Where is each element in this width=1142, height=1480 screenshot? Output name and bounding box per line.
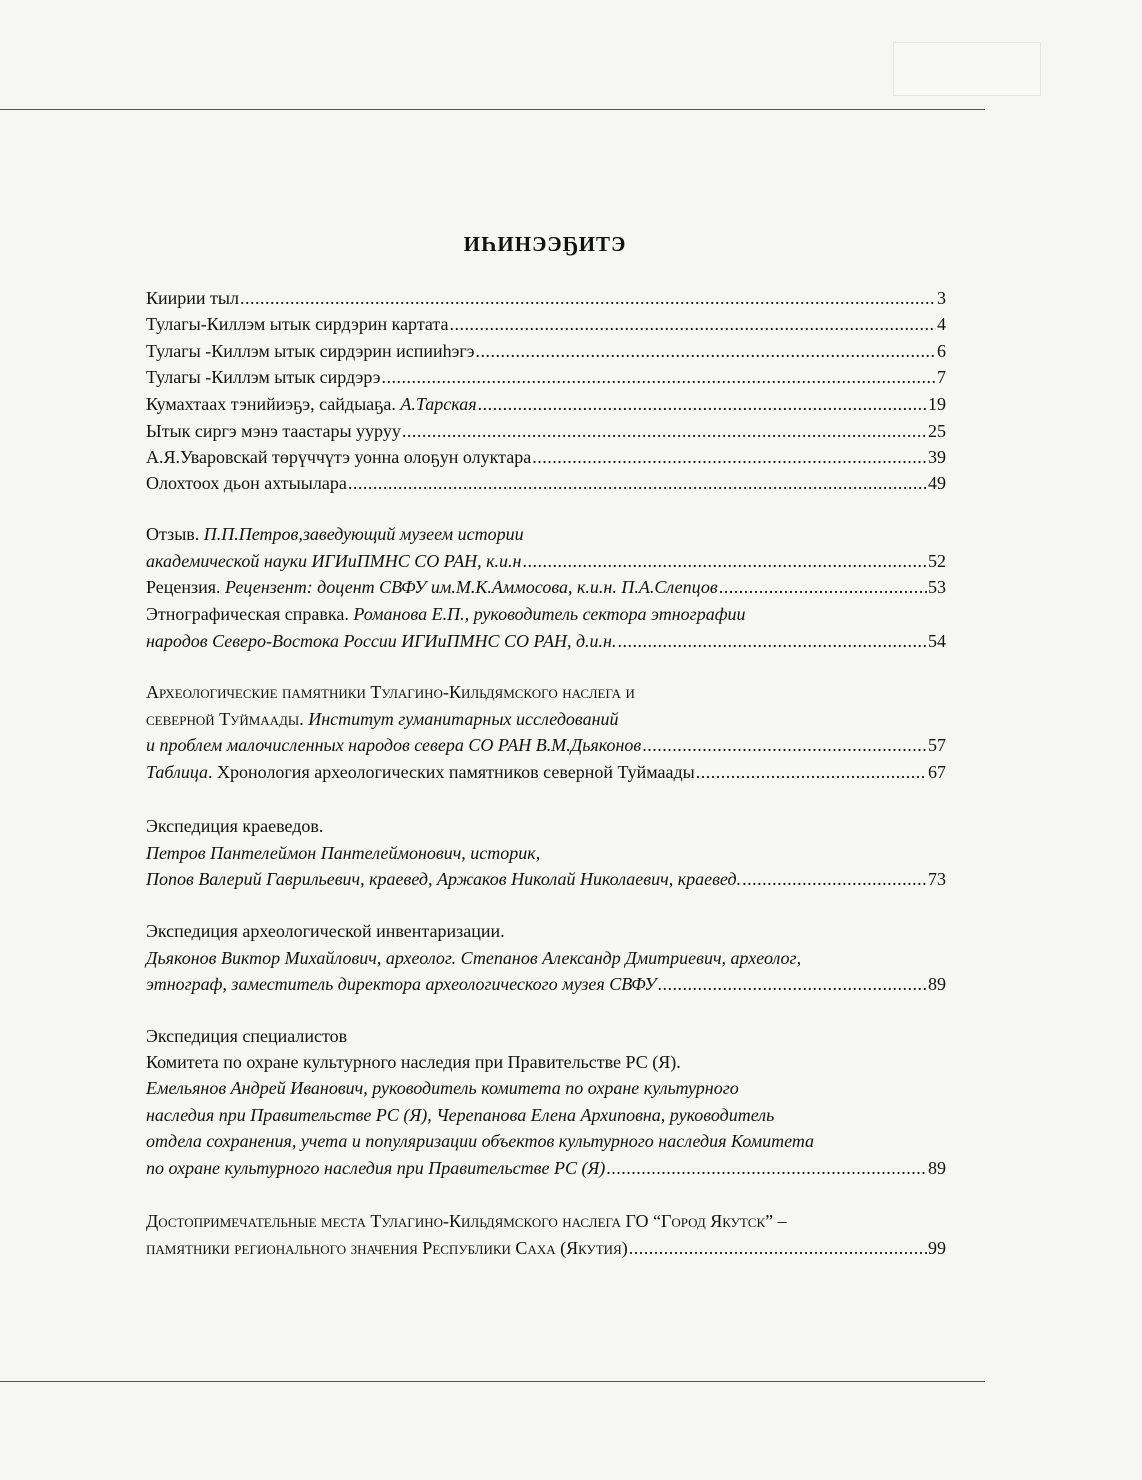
page-number: 89: [928, 1158, 946, 1178]
bottom-rule: [0, 1381, 985, 1382]
page-number: 73: [928, 869, 946, 889]
page-number: 39: [928, 447, 946, 467]
toc-entry-specialists-cont: Комитета по охране культурного наследия при Правительстве РС (Я).: [146, 1052, 681, 1072]
page-number: 25: [928, 421, 946, 441]
page-number: 99: [928, 1238, 946, 1258]
toc-entry[interactable]: Ытык сиргэ мэнэ таастары ууруу ..... 25: [146, 418, 946, 444]
toc-entry-specialists-cont: отдела сохранения, учета и популяризации объектов культурного наследия Комитета: [146, 1131, 815, 1151]
toc-entry[interactable]: Тулагы-Киллэм ытык сирдэрин картата ..... 4: [146, 311, 946, 337]
toc-entry-kraeved[interactable]: Экспедиция краеведов.: [146, 816, 324, 836]
toc-entry-landmarks-cont[interactable]: памятники регионального значения Республики Саха (Якутия) ..... 99: [146, 1235, 946, 1261]
corner-mark: [893, 42, 1041, 96]
toc-entry-otzyv-cont[interactable]: академической науки ИГИиПМНС СО РАН, к.и.н ..... 52: [146, 548, 946, 574]
toc-entry-specialists-cont[interactable]: по охране культурного наследия при Правительстве РС (Я) ..... 89: [146, 1155, 946, 1181]
page-number: 19: [928, 394, 946, 414]
toc-entry-kraeved-cont: Петров Пантелеймон Пантелеймонович, историк,: [146, 843, 541, 863]
page-number: 3: [937, 288, 946, 308]
toc-entry-landmarks[interactable]: Достопримечательные места Тулагино-Кильдямского наслега ГО “Город Якутск” –: [146, 1211, 787, 1231]
toc-entry[interactable]: Тулагы -Киллэм ытык сирдэрэ ..... 7: [146, 364, 946, 390]
toc-entry-spravka[interactable]: Этнографическая справка. Романова Е.П., руководитель сектора этнографии: [146, 604, 746, 624]
page-number: 89: [928, 974, 946, 994]
toc-entry-specialists[interactable]: Экспедиция специалистов: [146, 1026, 348, 1046]
page-number: 53: [928, 577, 946, 597]
page-number: 6: [937, 341, 946, 361]
toc-entry[interactable]: Тулагы -Киллэм ытык сирдэрин испииһэгэ ..... 6: [146, 338, 946, 364]
toc-entry-archaeology-cont[interactable]: и проблем малочисленных народов севера СО РАН В.М.Дьяконов ..... 57: [146, 732, 946, 758]
toc-entry-otzyv[interactable]: Отзыв. П.П.Петров,заведующий музеем истории: [146, 524, 524, 544]
toc-entry-inventory-cont: Дьяконов Виктор Михайлович, археолог. Степанов Александр Дмитриевич, археолог,: [146, 948, 802, 968]
toc-entry[interactable]: А.Я.Уваровскай төрүччүтэ уонна олоҕун олуктара ..... 39: [146, 444, 946, 470]
toc-entry-archaeology[interactable]: Археологические памятники Тулагино-Кильдямского наслега и: [146, 682, 635, 702]
page-number: 54: [928, 631, 946, 651]
toc-entry-inventory[interactable]: Экспедиция археологической инвентаризации.: [146, 921, 505, 941]
toc-entry[interactable]: Кумахтаах тэнийиэҕэ, сайдыаҕа. А.Тарская ..... 19: [146, 391, 946, 417]
top-rule: [0, 109, 985, 110]
page-number: 49: [928, 473, 946, 493]
author: А.Тарская: [400, 394, 477, 414]
page-number: 4: [937, 314, 946, 334]
toc-entry-specialists-cont: Емельянов Андрей Иванович, руководитель комитета по охране культурного: [146, 1078, 739, 1098]
toc-entry-table[interactable]: Таблица. Хронология археологических памятников северной Туймаады ..... 67: [146, 759, 946, 785]
page-number: 52: [928, 551, 946, 571]
page-number: 7: [937, 367, 946, 387]
toc-entry-kraeved-cont[interactable]: Попов Валерий Гаврильевич, краевед, Аржаков Николай Николаевич, краевед. ..... 73: [146, 866, 946, 892]
toc-entry-spravka-cont[interactable]: народов Северо-Востока России ИГИиПМНС СО РАН, д.и.н. ..... 54: [146, 628, 946, 654]
toc-entry-inventory-cont[interactable]: этнограф, заместитель директора археологического музея СВФУ ..... 89: [146, 971, 946, 997]
page-title: ИҺИНЭЭҔИТЭ: [463, 232, 627, 256]
toc-entry-recenzia[interactable]: Рецензия. Рецензент: доцент СВФУ им.М.К.Аммосова, к.и.н. П.А.Слепцов ..... 53: [146, 574, 946, 600]
toc-entry[interactable]: Олохтоох дьон ахтыылара ..... 49: [146, 470, 946, 496]
toc-entry-specialists-cont: наследия при Правительстве РС (Я), Черепанова Елена Архиповна, руководитель: [146, 1105, 775, 1125]
toc-entry-archaeology-cont[interactable]: северной Туймаады. Институт гуманитарных исследований: [146, 709, 619, 729]
page-number: 67: [928, 762, 946, 782]
toc-entry[interactable]: Киирии тыл ..... 3: [146, 285, 946, 311]
page-number: 57: [928, 735, 946, 755]
